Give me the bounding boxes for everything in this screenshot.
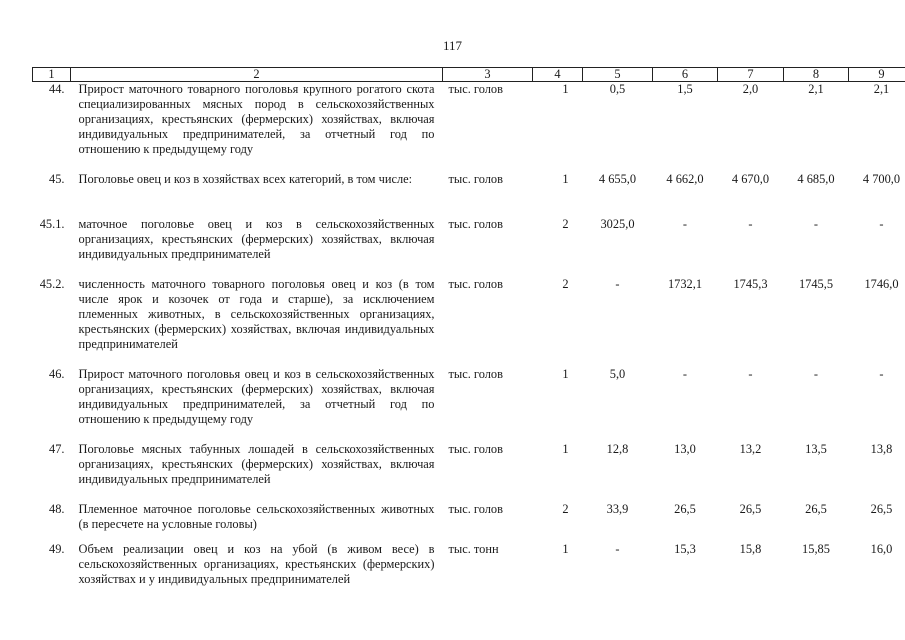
unit-of-measure: тыс. голов (448, 171, 503, 186)
column-header-6: 6 (653, 68, 718, 82)
table-row (33, 367, 905, 442)
column-header-5: 5 (583, 68, 653, 82)
indicator-description: Поголовье мясных табунных лошадей в сельскохозяйственных организациях, крестьянских (фермерских) хозяйствах, включая индивидуальных предпринимателей (78, 441, 435, 486)
indicator-description: Племенное маточное поголовье сельскохозяйственных животных (в пересчете на условные головы) (78, 501, 435, 531)
value-col-9: 26,5 (870, 501, 893, 516)
indicator-category: 1 (562, 366, 569, 381)
value-col-8: 15,85 (802, 541, 830, 556)
table-row (33, 277, 905, 367)
row-number: 48. (49, 501, 65, 516)
value-col-9: - (879, 366, 884, 381)
value-col-6: 26,5 (674, 501, 696, 516)
page-number: 117 (442, 38, 463, 53)
indicator-category: 1 (562, 441, 569, 456)
unit-of-measure: тыс. голов (448, 501, 503, 516)
value-col-8: 2,1 (808, 82, 824, 96)
indicator-category: 1 (562, 82, 569, 96)
indicator-description: Прирост маточного поголовья овец и коз в сельскохозяйственных организациях, крестьянских (фермерских) хозяйствах, включая индивидуальных предпринимателей, за отчетный год по отношению к предыдущему году (78, 366, 435, 426)
value-col-5: 33,9 (606, 501, 629, 516)
value-col-8: - (813, 216, 819, 231)
value-col-7: - (748, 216, 753, 231)
column-header-7: 7 (718, 68, 784, 82)
value-col-6: - (682, 366, 688, 381)
table-row (33, 542, 905, 602)
value-col-5: - (615, 276, 620, 291)
value-col-6: 13,0 (674, 441, 696, 456)
value-col-6: 15,3 (674, 541, 696, 556)
column-header-1: 1 (33, 68, 71, 82)
value-col-8: 1745,5 (798, 276, 834, 291)
table-row (33, 82, 905, 172)
row-number: 45.2. (39, 276, 65, 291)
unit-of-measure: тыс. голов (448, 366, 503, 381)
indicator-category: 2 (562, 501, 569, 516)
indicator-description: Объем реализации овец и коз на убой (в живом весе) в сельскохозяйственных организациях, крестьянских (фермерских) хозяйствах и у индивидуальных предпринимателей (78, 541, 435, 586)
indicators-table (32, 67, 905, 602)
value-col-9: 16,0 (870, 541, 893, 556)
value-col-5: 3025,0 (600, 216, 635, 231)
value-col-5: 12,8 (606, 441, 629, 456)
value-col-5: 0,5 (609, 82, 626, 96)
value-col-9: 2,1 (873, 82, 890, 96)
value-col-5: - (615, 541, 620, 556)
value-col-7: 2,0 (742, 82, 759, 96)
value-col-7: 26,5 (739, 501, 762, 516)
value-col-9: 1746,0 (864, 276, 899, 291)
value-col-5: 5,0 (609, 366, 626, 381)
value-col-6: - (682, 216, 688, 231)
value-col-7: 1745,3 (733, 276, 768, 291)
indicator-category: 1 (562, 171, 569, 186)
column-header-8: 8 (784, 68, 849, 82)
value-col-8: 26,5 (805, 501, 827, 516)
column-header-3: 3 (443, 68, 533, 82)
value-col-8: 13,5 (805, 441, 827, 456)
table-row (33, 442, 905, 502)
value-col-6: 1,5 (677, 82, 693, 96)
row-number: 46. (49, 366, 65, 381)
row-number: 45.1. (39, 216, 65, 231)
indicator-category: 2 (562, 276, 569, 291)
value-col-7: - (748, 366, 753, 381)
value-col-9: 13,8 (870, 441, 893, 456)
unit-of-measure: тыс. голов (448, 82, 503, 96)
row-number: 49. (49, 541, 65, 556)
value-col-7: 15,8 (739, 541, 762, 556)
value-col-6: 1732,1 (667, 276, 703, 291)
row-number: 44. (49, 82, 65, 96)
table-row (33, 172, 905, 217)
value-col-9: 4 700,0 (862, 171, 901, 186)
column-header-4: 4 (533, 68, 583, 82)
unit-of-measure: тыс. голов (448, 276, 503, 291)
column-number-header-row (33, 68, 905, 82)
indicator-description: Прирост маточного товарного поголовья крупного рогатого скота специализированных мясных пород в сельскохозяйственных организациях, крестьянских (фермерских) хозяйствах, включая индивидуальных предпринимателей, за отчетный год по отношению к предыдущему году (78, 82, 435, 156)
value-col-7: 13,2 (739, 441, 762, 456)
value-col-6: 4 662,0 (666, 171, 704, 186)
column-header-2: 2 (71, 68, 443, 82)
table-row (33, 217, 905, 277)
indicator-description: маточное поголовье овец и коз в сельскохозяйственных организациях, крестьянских (фермерских) хозяйствах, включая индивидуальных предпринимателей (78, 216, 435, 261)
indicator-description: Поголовье овец и коз в хозяйствах всех категорий, в том числе: (78, 171, 413, 186)
table-row (33, 502, 905, 542)
indicator-description: численность маточного товарного поголовья овец и коз (в том числе ярок и козочек от года и старше), за исключением племенных животных, в сельскохозяйственных организациях, крестьянских (фермерских) хозяйствах, включая индивидуальных предпринимателей (78, 276, 435, 351)
unit-of-measure: тыс. голов (448, 216, 503, 231)
unit-of-measure: тыс. тонн (448, 541, 499, 556)
row-number: 47. (49, 441, 65, 456)
value-col-8: 4 685,0 (797, 171, 835, 186)
row-number: 45. (49, 171, 65, 186)
column-header-9: 9 (849, 68, 905, 82)
value-col-9: - (879, 216, 884, 231)
value-col-8: - (813, 366, 819, 381)
value-col-7: 4 670,0 (731, 171, 770, 186)
unit-of-measure: тыс. голов (448, 441, 503, 456)
indicator-category: 2 (562, 216, 569, 231)
indicator-category: 1 (562, 541, 569, 556)
value-col-5: 4 655,0 (598, 171, 637, 186)
